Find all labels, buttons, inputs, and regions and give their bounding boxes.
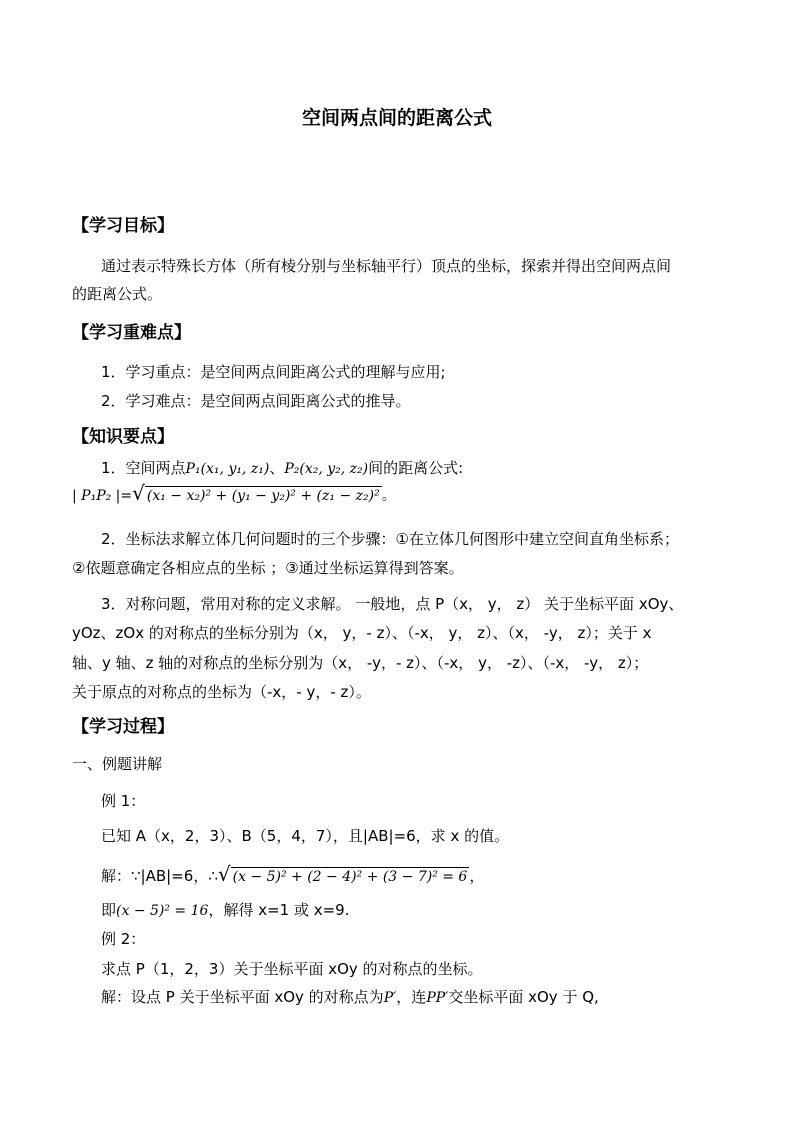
ex1-sol-end: ， (469, 867, 485, 885)
sqrt-symbol-icon: √ (217, 862, 231, 886)
knowledge-item-2-line2: ②依题意确定各相应点的坐标 ；③通过坐标运算得到答案。 (72, 559, 464, 577)
ex2-sol-point: P′ (383, 990, 397, 1006)
section-examples: 一、例题讲解 (72, 755, 163, 773)
knowledge-item-3-line4: 关于原点的对称点的坐标为（-x，- y，- z）。 (72, 683, 371, 701)
example-2-problem: 求点 P（1，2，3）关于坐标平面 xOy 的对称点的坐标。 (101, 960, 483, 978)
k1-prefix: 1．空间两点 (101, 459, 186, 477)
k1-suffix: 间的距离公式: (368, 459, 464, 477)
example-2-label: 例 2： (101, 930, 146, 948)
knowledge-item-2-line1: 2．坐标法求解立体几何问题时的三个步骤：①在立体几何图形中建立空间直角坐标系； (101, 530, 679, 548)
k1-separator: 、 (269, 459, 285, 477)
example-1-label: 例 1： (101, 792, 146, 810)
ex1-then-formula: (x − 5)² = 16 (116, 903, 209, 919)
key-point-item-2: 2．学习难点：是空间两点间距离公式的推导。 (101, 392, 411, 410)
example-1-result (101, 903, 350, 918)
ex2-sol-segment: PP′ (426, 990, 449, 1006)
ex1-sol-formula: (x − 5)² + (2 − 4)² + (3 − 7)² = 6 (232, 869, 468, 885)
example-1-solution (101, 864, 484, 884)
objectives-heading: 【学习目标】 (72, 216, 174, 236)
ex2-sol-suffix: 交坐标平面 xOy 于 Q, (448, 988, 599, 1006)
knowledge-item-1 (101, 461, 463, 476)
key-points-heading: 【学习重难点】 (72, 323, 191, 343)
example-1-problem: 已知 A（x，2，3）、B（5，4，7），且|AB|=6，求 x 的值。 (101, 827, 510, 845)
knowledge-heading: 【知识要点】 (72, 427, 174, 447)
distance-formula-radicand: (x₁ − x₂)² + (y₁ − y₂)² + (z₁ − z₂)² (146, 488, 380, 504)
knowledge-item-3-line2: yOz、zOx 的对称点的坐标分别为（x， y，- z）、（-x， y， z）、（x， -y， z）；关于 x (72, 624, 652, 642)
point-p2: P₂(x₂, y₂, z₂) (284, 461, 369, 477)
key-point-item-1: 1．学习重点：是空间两点间距离公式的理解与应用; (101, 363, 446, 381)
ex2-sol-prefix: 解：设点 P 关于坐标平面 xOy 的对称点为 (101, 988, 384, 1006)
distance-formula-lhs: | P₁P₂ |= (72, 488, 133, 504)
k1-end: 。 (381, 488, 396, 504)
ex1-then-suffix: ，解得 x=1 或 x=9. (208, 901, 350, 919)
sqrt-symbol-icon: √ (132, 481, 145, 505)
ex1-then-prefix: 即 (101, 901, 117, 919)
knowledge-item-3-line3: 轴、y 轴、z 轴的对称点的坐标分别为（x， -y，- z）、（-x， y， -z）、（-x， -y， z）； (72, 654, 649, 672)
ex2-sol-mid: ，连 (396, 988, 427, 1006)
objectives-text-line2: 的距离公式。 (72, 285, 163, 303)
distance-formula (72, 483, 396, 503)
process-heading: 【学习过程】 (72, 717, 174, 737)
page-title: 空间两点间的距离公式 (301, 107, 492, 129)
point-p1: P₁(x₁, y₁, z₁) (185, 461, 270, 477)
objectives-text-line1: 通过表示特殊长方体（所有棱分别与坐标轴平行）顶点的坐标，探索并得出空间两点间 (101, 257, 672, 275)
ex1-sol-prefix: 解：∵|AB|=6，∴ (101, 867, 218, 885)
example-2-solution (101, 990, 599, 1005)
knowledge-item-3-line1: 3．对称问题，常用对称的定义求解。 一般地，点 P（x， y， z） 关于坐标平面 xOy、 (101, 595, 684, 613)
